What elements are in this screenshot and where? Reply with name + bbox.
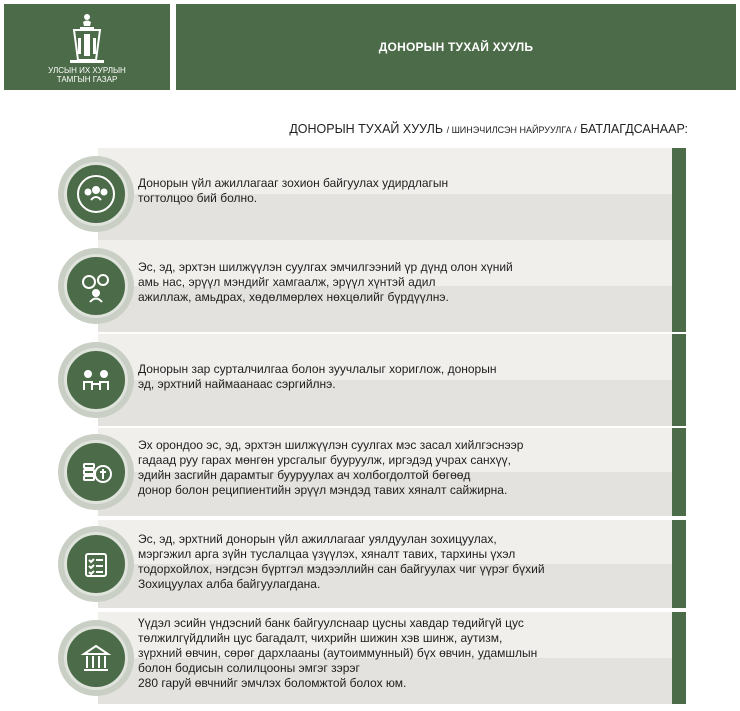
row-circle [58,620,134,696]
row-accent-bar [672,520,686,608]
list-item [58,334,686,426]
state-emblem-icon [4,8,170,70]
row-circle [58,526,134,602]
bank-icon [58,620,134,696]
prohibition-people-icon [58,342,134,418]
row-accent-bar [672,240,686,332]
logo-text-line2: ТАМГЫН ГАЗАР [56,75,118,84]
row-accent-bar [672,612,686,704]
list-item [58,148,686,240]
title-box [176,4,736,90]
list-item [58,612,686,704]
team-icon [58,156,134,232]
item-text: Эс, эд, эрхтний донорын үйл ажиллагааг уялдуулан зохицуулах, мэргэжил арга зүйн туслалцаа үзүүлэх, хяналт тавих, тархины үхэл тодорхойлох, нэгдсэн бүртгэл мэдээллийн сан байгуулах чиг үүрэг бүхий Зохицуулах алба байгуулагдана. [138,532,545,591]
subtitle-main: ДОНОРЫН ТУХАЙ ХУУЛЬ [289,122,444,136]
subtitle [289,122,688,136]
row-circle [58,156,134,232]
logo-text-line1: УЛСЫН ИХ ХУРЛЫН [48,66,126,75]
item-text: Донорын зар сурталчилгаа болон зуучлалыг хориглож, донорын эд, эрхтний наймаанаас сэргийлнэ. [138,362,497,391]
list-item [58,520,686,608]
row-circle [58,248,134,324]
item-text: Үүдэл эсийн үндэсний банк байгуулснаар цусны хавдар төдийгүй цус төлжилгүйдлийн цус багадалт, чихрийн шижин хэв шинж, аутизм, зүрхний өвчин, сөрөг дархлааны (аутоиммунный) бүх өвчин, удамшлын болон бодисын солилцооны эмгэг зэрэг 280 гаруй өвчнийг эмчлэх боломжтой болох юм. [138,616,538,690]
row-accent-bar [672,148,686,240]
row-circle [58,434,134,510]
header [0,0,740,94]
money-coins-icon [58,434,134,510]
item-text: Эс, эд, эрхтэн шилжүүлэн суулгах эмчилгээний үр дүнд олон хүний амь нас, эрүүл мэндийг хамгаалж, эрүүл хүнтэй адил ажиллаж, амьдрах, хөдөлмөрлөх нөхцөлийг бүрдүүлнэ. [138,260,513,304]
row-circle [58,342,134,418]
checklist-icon [58,526,134,602]
row-accent-bar [672,428,686,516]
row-accent-bar [672,334,686,426]
item-text: Донорын үйл ажиллагааг зохион байгуулах удирдлагын тогтолцоо бий болно. [138,176,449,205]
subtitle-end: БАТЛАГДСАНААР: [580,122,688,136]
logo-box [4,4,170,90]
subtitle-note: / ШИНЭЧИЛСЭН НАЙРУУЛГА / [446,125,577,135]
gears-person-icon [58,248,134,324]
item-text: Эх орондоо эс, эд, эрхтэн шилжүүлэн суулгах мэс засал хийлгэснээр гадаад руу гарах мөнгөн урсгалыг бууруулж, иргэдэд учрах санхүү, эдийн засгийн дарамтыг бууруулах ач холбогдолтой бөгөөд донор болон реципиентийн эрүүл мэндэд тавих хяналт сайжирна. [138,438,524,497]
list-item [58,428,686,516]
page-title: ДОНОРЫН ТУХАЙ ХУУЛЬ [378,40,534,54]
list-item [58,240,686,332]
